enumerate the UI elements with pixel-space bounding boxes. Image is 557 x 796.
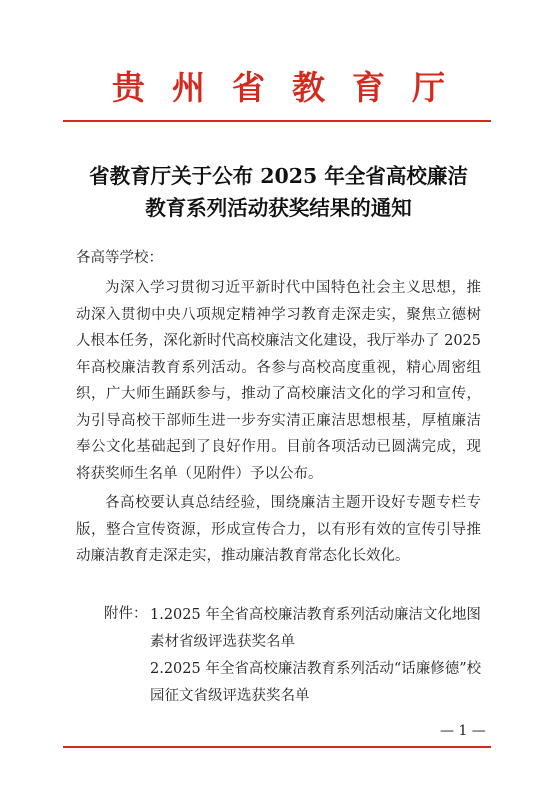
attachment-item: 1.2025 年全省高校廉洁教育系列活动廉洁文化地图素材省级评选获奖名单 [150,607,481,650]
page-number: — 1 — [440,723,486,739]
attachment-label: 附件： [104,606,148,622]
body-paragraph-1: 为深入学习贯彻习近平新时代中国特色社会主义思想，推动深入贯彻中央八项规定精神学习教育走深走实，聚焦立德树人根本任务，深化新时代高校廉洁文化建设，我厅举办了 2025 年高校廉洁教育系列活动。各参与高校高度重视，精心周密组织，广大师生踊跃参与，推动了高校廉洁文化的学习和宣传，为引导高校干部师生进一步夯实清正廉洁思想根基，厚植廉洁奉公文化基础起到了良好作用。目前各项活动已圆满完成，现将获奖师生名单（见附件）予以公布。 [76,280,481,482]
attachment-item: 2.2025 年全省高校廉洁教育系列活动“话廉修德”校园征文省级评选获奖名单 [150,661,482,704]
salutation: 各高等学校： [76,250,163,266]
red-divider-bottom [63,746,491,748]
title-line-1: 省教育厅关于公布 2025 年全省高校廉洁 [89,164,468,188]
title-line-2: 教育系列活动获奖结果的通知 [145,196,412,220]
agency-masthead: 贵州省教育厅 [112,68,472,107]
red-divider-top [63,120,491,122]
notice-title [30,160,527,224]
body-paragraph-2: 各高校要认真总结经验，围绕廉洁主题开设好专题专栏专版，整合宣传资源，形成宣传合力，以有形有效的宣传引导推动廉洁教育走深走实，推动廉洁教育常态化长效化。 [76,495,481,564]
